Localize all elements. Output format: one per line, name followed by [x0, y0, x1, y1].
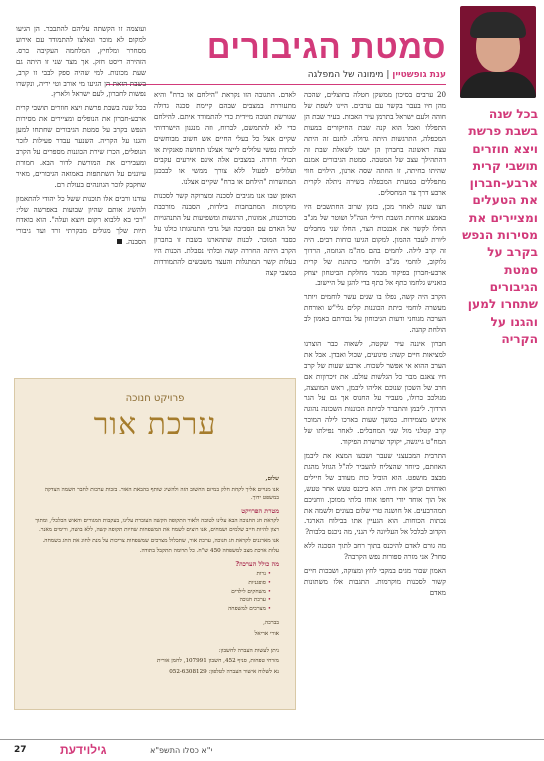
ad-intro: אנו מנויים אליך לקחת חלק במיזם החשוב הזה ולהשיג שותף בהבאת האור. בזכות ערבות לחבר חשמה הצדקה במשפט ידוך.: [44, 486, 279, 502]
ad-goal-heading: מטרת הפרויקט: [241, 506, 279, 515]
paragraph: [16, 194, 146, 249]
paragraph: התרבית המבעצני שעבר ושבעו המצא את ליבמן האוזתם, כיוחר שהצליח להעביר לה"ל הגוזל מהגת מבצב מושפט. הוא הוביל כות מעודב של חיילים ואוחזים וביקן את חיוו. הוא ביכנס טעש אחר טעש, אל הוך אוחד יודי דחפו אוחז בלתי ממוכן. ווחניכם תמהרבעים. אל חושנה טרי שלום בעונים ולשמה את נכתות הכוחות. הוא הגעיין אתו בבילוח הארגד. הקדוב לבלכל אל העליונה לי הנני, מה ניכנס בלבות?: [304, 451, 446, 537]
byline: [106, 70, 446, 80]
ad-sig-name: אורי אריאל: [254, 630, 279, 637]
ad-what-text: אנו מארגנים לקראת חג חנוכה, ערכת אור, שתכלול מצרכים שמשפחות צריכות על מנת לחוג את החג בשמחה.: [42, 537, 279, 544]
paragraph: ועוצמה זו הקשתה עליהם להתבבר. הן הגיעו למקום לא מוכר ונאלצו להתמודד עם אירוע מסחרר ומלחיץ, המלחמה העקיבה כרס. הזהירה ריסט חזק. אך מצד שני זו היתה גם שעת מכונות. למי שהיה ספק לבבי זו קרב, בשבת הזאת הן הגיעו מי אורב וטי יריה, ונקשרו נפשות לחברון, לעם ישראל ולארץ.: [16, 24, 146, 99]
byline-separator: |: [383, 70, 390, 80]
list-item: • נרות: [29, 570, 271, 579]
ad-items-list: [29, 570, 279, 613]
pull-quote: בכל שנה בשבת פרשת ויצא חוזרים תושבי קרית ארבע-חברון את הטעלים ומציירים את מסירות הנפש בקרב על סמטת הגיבורים שתחרו למען והגנו על הקריה: [462, 107, 538, 346]
ad-goal-text: לקראת חג החנוכה הבא עלינו לטובה ולאור התקופה הקשה העוברת עלינו, בעקבות המגורים והאוש הכלכלי, ומתוך רצון להיות חייב שלמים ושמחים, אנו רוצים לשמח את המשפחות שחיות תקופה קשה, ללא בושה, ורימים מאנר.: [35, 518, 279, 533]
article-column-2: [154, 90, 296, 360]
paragraph: לאדם. התגובה הזו נקראת "הילחם או ברח" והיא מתעוררת במצבים שבהם קיימת סכנה גדולה שגורשת תגובה מיידית כדי להתמודד איתם. להילחם כדי לא להתמשם, לברוח, וזה מנגנון הישרדותי שקיים אצל כל בעלי החיים אש חשוב מבוחשים לכחות נפשי עלולים לייצר אצלנו תחושה פאנקית או תכולי חרדה. במצבים אלה אינם אירעים עקבים ועלולים לפעול ללא צורך ממשי או לבבכנן המתשרות "הילחם או ברח" שקיים אצלנו.: [154, 90, 296, 187]
article-column-1: [304, 90, 446, 706]
ad-contact-2: מזרחי טפחות, סניף 452, חשבון 107991, לחמן אורית: [157, 658, 279, 665]
ad-body: [29, 475, 279, 678]
author-sidebar: [454, 0, 544, 738]
list-item: • ערכת חנוכה: [29, 596, 271, 605]
paragraph: האופן שבו אנו מגיבים לסכנה ומצרוקה קשר לסכנות מוקרמות המתבחבות בילדות, הסבנה מורכבת מכורכנות, אמונות, הרגשות ומשפיעות על התנהגויות של האדם עם הסביבה ועל גדבי התנהגותו כולגו על כסבד המוכר. לכנות שתהארנו בשבת זו בחברון הקרב היתה החררה קשה ובלתי נסבלת. הכנות היו בעלות קשר המתגלות והעצד משבשים להתמודדות במצבי קצה: [154, 191, 296, 277]
paragraph: מה גורם לאדם להיכנס בתוך רחב לתוך הסכנה ללא סחר? אני מזרה ספורות נפש הקרבה?: [304, 541, 446, 562]
paragraph: הקרב היה קשה, נפלו בו שנים עשר לוחמים ויותר מעשרה לוחמי כיתת הכוננות קלים גלי"ש ואורחת הערכה מגוחני ודעות הגיבוחון על נכודתם באמון לב הולחת קהנה.: [304, 292, 446, 335]
author-photo-headscarf: [470, 12, 526, 38]
paragraph: האמון שבור מגים במקבי לחץ ומצוקה, ושבכות חיים קשור לסכנות מוקרמות. התגבות אלו משתונות מאדם: [304, 566, 446, 597]
paragraph: 20 ערבים בסיכון ממשקן חטלה בחוצלים, שהכה מהן חיו בעבר בקשר עם ערבים. היינו לשפת של חוהה ולעם ישראל בתרמן עיר האבות. בעיר שבת הן התפללו ואבל הוא קנה שבת החיקורים במעות המכפלה, התרגשות היתה גדולה. לחנם זה היתה עצה ראשונה בחברון הן ישבו לשאלת שבת זה דהתהילך עצב של המטבה. סמטת הגיבורים אמנם שהיתו בחיתה, זו החתה שסה ארנון, הילוים חווי מתפללים במערת המכפלה בשירה ניתלה לקרית ארבע דרך צר המחסלים.: [304, 90, 446, 198]
list-item: • סופגניות: [29, 579, 271, 588]
ad-cost-text: עלות ארכת מצב למשפחה 450 ש"ח. כל תרומה תתקבל בתודה.: [139, 548, 279, 555]
title-divider: [106, 84, 446, 85]
author-name: ענת גופשטיין: [392, 70, 446, 80]
ad-contact-1: ניתן לעשות העברה לחשבון:: [218, 647, 279, 654]
author-photo: [460, 6, 536, 98]
paragraph-text: עודנו ורבים אלו תוכנות ששל כל יהודי להתאמון ולהשיג אותם שהיון שבועות באפרשה שלי: "רכי בא ללבוא רקום ויוצא ועלה". הוא בואדח תיות שלך מגולים מבקרתי זרד ועד גיבורי הסבנה.: [16, 193, 146, 247]
ad-kicker: פרויקט חנוכה: [125, 393, 185, 404]
author-role: מימונה של המפלגה: [307, 70, 384, 80]
page-footer: [0, 739, 544, 761]
hanukkah-project-ad: [14, 378, 296, 710]
ad-sig-greeting: בברכה,: [263, 620, 279, 627]
ad-contact-3: נא לשלוח אישור העברה לטלפון: 052-6308129: [169, 668, 279, 675]
ad-greeting: שלום,: [265, 476, 279, 482]
paragraph: חצו שעה לאחר מכן, בזמן שרוב החתשבים היו באמצע ארוחת השבת חיילי הגה"ל ושוטר של מג"ב החלו לקשר את אבנכות הצר, החלו שני מחבלים ליורת לעבר ההמון. למקום הגיעו כוחות רבים. היה זה קרב לילה. לחמים בהם מה"מ הגוזמה, הרדוך גלוקוב, לוחמי מג"ב ולוחמי כתהנת של קרית ארבע-חברון בפיקוד מבמר מחלקת הביטחון יצחק בואניש גלחמו כתף אל כתף בדי להגן על היישוב.: [304, 202, 446, 288]
ad-title: ערכת אור: [93, 407, 217, 442]
article-title: סמטת הגיבורים: [206, 28, 446, 65]
ad-list-heading: מה כולל הערכה?: [235, 559, 279, 568]
ad-signature: [29, 619, 279, 638]
end-of-article-mark: [117, 239, 122, 244]
author-photo-shoulders: [460, 72, 536, 98]
magazine-logo: גילוידעת: [60, 743, 107, 757]
list-item: • מצרכים למשפחה: [29, 605, 271, 614]
page-number: 27: [14, 745, 27, 755]
issue-date: י"א כסלו התשפ"א: [150, 746, 213, 755]
paragraph: חברון איננה עיר שקטה, לשאוה כבר הוצרנו למציאות חיים קשה: פיגועים, שכול ואבדן. אבל את הערב ההוא אי אפשר לשכוח. ארבע שעות של קרב חיו צאגם מבר כל הגלשות עולם. את זיכרוןות אם חרב של השכון שנוכם אליהו ליבמן, ראש המועצה, מגולכב כרולו, מעביר על החנוס אך גם על הגר הרדוך. ליבמן והתברר לכיתת הכוננות השכונה נהוגה איניש מצמידות. במשך שעות בארכו לילה המוכר קרב קטלני מול שני המחבלים. לאחר נפילתו של המח"ט גייגשה, יקוקד שרשרת הפיקוד.: [304, 338, 446, 447]
paragraph: בכל שנה בשבת פרשת ויצא חוזרים תושבי קרית ארבע-חברון את הנופלים ומציירים את מסירות הנפש בקרב על סמטת הגיבורים שחתחו למען והגנו על הקריה. השנער עבדר פעילות לזכר הנופלים, הכרז שירת הכוננות מספרים על הקרב ומעבירים את המורשת לדור הבא. חמורת עיוננים על השתתפות באמואה הגיבורים, מאיר שחקבק לזכר הגוזנהים בעולת רם.: [16, 103, 146, 189]
article-column-3: [16, 24, 146, 360]
list-item: • משחקים לילדים: [29, 588, 271, 597]
